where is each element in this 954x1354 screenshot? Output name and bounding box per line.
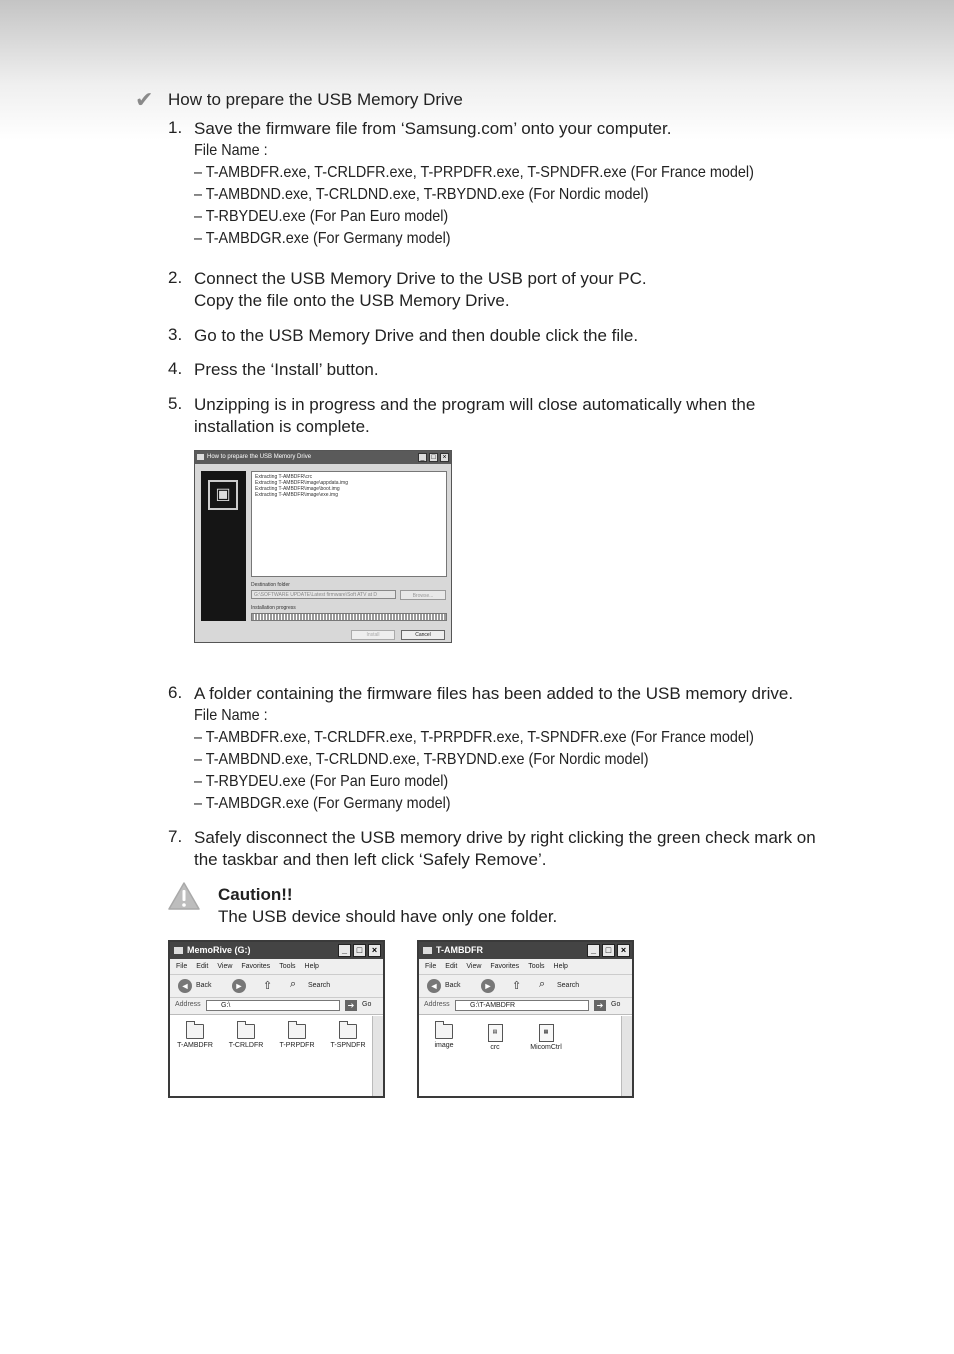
go-arrow-icon[interactable]: ➔	[345, 1000, 357, 1011]
forward-arrow-icon[interactable]: ►	[232, 979, 246, 993]
address-input[interactable]	[206, 1000, 340, 1011]
step-number: 4.	[168, 359, 183, 378]
address-value: G:\T-AMBDFR	[470, 1002, 516, 1009]
log-line: Extracting T-AMBDFR\image\appdata.img	[255, 480, 349, 486]
forward-arrow-icon[interactable]: ►	[481, 979, 495, 993]
up-folder-icon[interactable]: ⇧	[512, 980, 522, 992]
menu-tools[interactable]: Tools	[528, 963, 545, 970]
progress-label: Installation progress	[251, 605, 296, 611]
toolbar	[419, 975, 632, 998]
file-icon: ▦	[539, 1024, 554, 1042]
installation-progress-bar	[251, 613, 447, 621]
minimize-icon[interactable]: _	[587, 944, 600, 957]
menu-tools[interactable]: Tools	[279, 963, 296, 970]
folder-item[interactable]	[223, 1024, 269, 1049]
file-label: MicomCtrl	[530, 1044, 562, 1051]
section-heading: How to prepare the USB Memory Drive	[168, 90, 463, 109]
step-number: 3.	[168, 325, 183, 344]
folder-icon	[174, 947, 183, 954]
step-text: Copy the file onto the USB Memory Drive.	[194, 291, 510, 310]
address-input[interactable]	[455, 1000, 589, 1011]
go-button-label[interactable]: Go	[362, 1001, 372, 1008]
window-icon	[197, 454, 204, 460]
address-bar	[170, 998, 383, 1015]
vertical-scrollbar[interactable]	[621, 1016, 632, 1096]
step-number: 5.	[168, 394, 183, 413]
installer-titlebar	[195, 451, 451, 464]
search-icon[interactable]: ⌕	[290, 978, 297, 990]
menu-help[interactable]: Help	[304, 963, 319, 970]
destination-field[interactable]: G:\SOFTWARE UPDATE\Latest firmware\Soft ATV at D	[251, 590, 396, 599]
back-arrow-icon[interactable]: ◄	[178, 979, 192, 993]
checkmark-icon: ✔	[135, 87, 154, 112]
file-list	[170, 1016, 373, 1096]
folder-label: image	[434, 1042, 454, 1049]
log-line: Extracting T-AMBDFR\crc	[255, 474, 313, 480]
step-text: Go to the USB Memory Drive and then double click the file.	[194, 326, 639, 345]
minimize-icon[interactable]: _	[338, 944, 351, 957]
log-line: Extracting T-AMBDFR\image\exe.img	[255, 492, 338, 498]
folder-icon	[186, 1024, 204, 1039]
filename-paneuro: – T-RBYDEU.exe (For Pan Euro model)	[194, 773, 449, 790]
search-button-label[interactable]: Search	[308, 982, 331, 989]
menu-edit[interactable]: Edit	[196, 963, 209, 970]
log-line: Extracting T-AMBDFR\image\boot.img	[255, 486, 340, 492]
filename-label: File Name :	[194, 707, 268, 724]
search-button-label[interactable]: Search	[557, 982, 580, 989]
back-arrow-icon[interactable]: ◄	[427, 979, 441, 993]
folder-item[interactable]	[421, 1024, 467, 1049]
go-arrow-icon[interactable]: ➔	[594, 1000, 606, 1011]
step-number: 7.	[168, 827, 183, 846]
step-text: Connect the USB Memory Drive to the USB port of your PC.	[194, 269, 647, 288]
menu-bar	[170, 959, 383, 975]
folder-icon	[435, 1024, 453, 1039]
menu-edit[interactable]: Edit	[445, 963, 458, 970]
menu-help[interactable]: Help	[553, 963, 568, 970]
back-button-label[interactable]: Back	[196, 982, 212, 989]
step-number: 2.	[168, 268, 183, 287]
maximize-icon[interactable]: □	[602, 944, 615, 957]
menu-favorites[interactable]: Favorites	[241, 963, 271, 970]
folder-icon	[339, 1024, 357, 1039]
installer-title: How to prepare the USB Memory Drive	[207, 454, 312, 460]
file-label: crc	[490, 1044, 500, 1051]
step-text: Unzipping is in progress and the program will close automatically when the	[194, 395, 756, 414]
menu-view[interactable]: View	[466, 963, 482, 970]
browse-button[interactable]: Browse...	[400, 590, 446, 600]
address-label: Address	[175, 1001, 201, 1008]
folder-item[interactable]	[274, 1024, 320, 1049]
file-item[interactable]	[472, 1024, 518, 1051]
menu-file[interactable]: File	[176, 963, 188, 970]
folder-icon	[423, 947, 432, 954]
step-number: 1.	[168, 118, 183, 137]
vertical-scrollbar[interactable]	[372, 1016, 383, 1096]
installer-side-banner	[201, 471, 246, 621]
menu-favorites[interactable]: Favorites	[490, 963, 520, 970]
file-icon: ▤	[488, 1024, 503, 1042]
warning-icon	[168, 882, 200, 910]
menu-file[interactable]: File	[425, 963, 437, 970]
address-label: Address	[424, 1001, 450, 1008]
filename-france: – T-AMBDFR.exe, T-CRLDFR.exe, T-PRPDFR.exe, T-SPNDFR.exe (For France model)	[194, 729, 754, 746]
menu-bar	[419, 959, 632, 975]
caution-text: The USB device should have only one folder.	[218, 907, 558, 926]
progress-fill	[252, 614, 446, 620]
install-button[interactable]: Install	[351, 630, 395, 640]
address-value: G:\	[221, 1002, 231, 1009]
filename-france: – T-AMBDFR.exe, T-CRLDFR.exe, T-PRPDFR.exe, T-SPNDFR.exe (For France model)	[194, 164, 754, 181]
file-list	[419, 1016, 622, 1096]
step-text: Press the ‘Install’ button.	[194, 360, 379, 379]
installer-dialog	[194, 450, 452, 643]
menu-view[interactable]: View	[217, 963, 233, 970]
go-button-label[interactable]: Go	[611, 1001, 621, 1008]
filename-germany: – T-AMBDGR.exe (For Germany model)	[194, 795, 451, 812]
filename-nordic: – T-AMBDND.exe, T-CRLDND.exe, T-RBYDND.exe (For Nordic model)	[194, 186, 649, 203]
close-icon[interactable]: ×	[368, 944, 381, 957]
up-folder-icon[interactable]: ⇧	[263, 980, 273, 992]
extraction-log	[251, 471, 447, 577]
step-text: the taskbar and then left click ‘Safely Remove’.	[194, 850, 547, 869]
explorer-window-folder	[417, 940, 634, 1098]
folder-label: T-PRPDFR	[279, 1042, 315, 1049]
folder-item[interactable]	[325, 1024, 371, 1049]
folder-label: T-CRLDFR	[228, 1042, 264, 1049]
destination-label: Destination folder	[251, 582, 290, 588]
step-number: 6.	[168, 683, 183, 702]
step-text: installation is complete.	[194, 417, 370, 436]
step-text: Save the firmware file from ‘Samsung.com’ onto your computer.	[194, 119, 672, 138]
explorer-title: MemoRive (G:)	[187, 945, 251, 955]
caution-title: Caution!!	[218, 885, 293, 904]
maximize-icon[interactable]: □	[429, 453, 438, 462]
explorer-window-root	[168, 940, 385, 1098]
step-text: A folder containing the firmware files has been added to the USB memory drive.	[194, 684, 794, 703]
explorer-title: T-AMBDFR	[436, 945, 483, 955]
filename-label: File Name :	[194, 142, 268, 159]
close-icon[interactable]: ×	[440, 453, 449, 462]
address-bar	[419, 998, 632, 1015]
folder-item[interactable]	[172, 1024, 218, 1049]
folder-icon	[237, 1024, 255, 1039]
explorer-titlebar	[170, 942, 383, 959]
back-button-label[interactable]: Back	[445, 982, 461, 989]
folder-label: T-SPNDFR	[330, 1042, 366, 1049]
filename-germany: – T-AMBDGR.exe (For Germany model)	[194, 230, 451, 247]
explorer-titlebar	[419, 942, 632, 959]
folder-label: T-AMBDFR	[177, 1042, 213, 1049]
step-text: Safely disconnect the USB memory drive by right clicking the green check mark on	[194, 828, 816, 847]
filename-paneuro: – T-RBYDEU.exe (For Pan Euro model)	[194, 208, 449, 225]
folder-icon	[288, 1024, 306, 1039]
maximize-icon[interactable]: □	[353, 944, 366, 957]
minimize-icon[interactable]: _	[418, 453, 427, 462]
package-icon: ▣	[208, 480, 238, 510]
close-icon[interactable]: ×	[617, 944, 630, 957]
filename-nordic: – T-AMBDND.exe, T-CRLDND.exe, T-RBYDND.exe (For Nordic model)	[194, 751, 649, 768]
search-icon[interactable]: ⌕	[539, 978, 546, 990]
cancel-button[interactable]: Cancel	[401, 630, 445, 640]
toolbar	[170, 975, 383, 998]
file-item[interactable]	[523, 1024, 569, 1051]
